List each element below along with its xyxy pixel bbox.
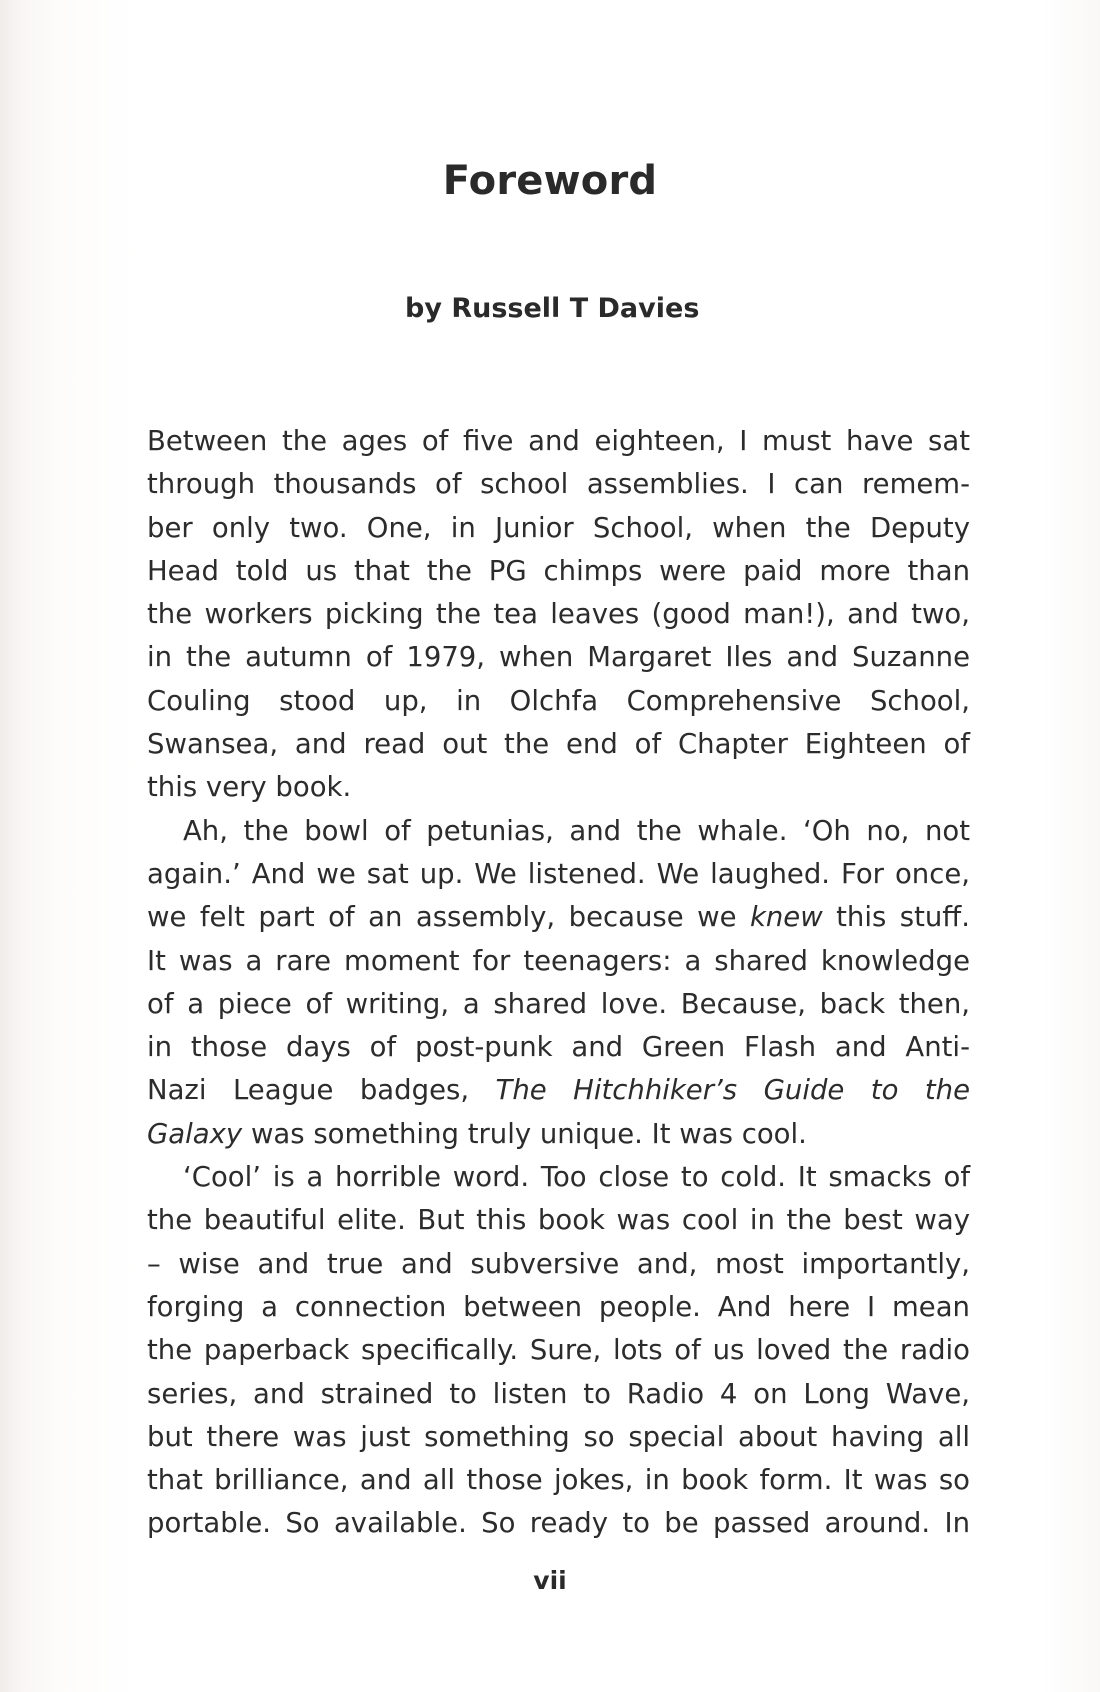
text-line — [147, 1113, 970, 1156]
text-run: this stuff. — [822, 901, 970, 934]
paragraph-3 — [147, 1156, 970, 1546]
text-line: Couling stood up, in Olchfa Comprehensive School, — [147, 684, 970, 717]
text-line: of a piece of writing, a shared love. Because, back then, — [147, 987, 970, 1020]
book-title-italic: The Hitchhiker’s Guide to the — [495, 1074, 971, 1107]
text-line: the beautiful elite. But this book was cool in the best way — [147, 1204, 970, 1237]
text-line — [147, 1069, 970, 1112]
text-line: the workers picking the tea leaves (good man!), and two, — [147, 598, 970, 631]
text-line: series, and strained to listen to Radio 4 on Long Wave, — [147, 1377, 970, 1410]
paragraph-1 — [147, 420, 970, 810]
page-number: vii — [533, 1566, 567, 1595]
book-title-italic: Galaxy — [147, 1117, 243, 1150]
text-line: Ah, the bowl of petunias, and the whale. ‘Oh no, not — [183, 814, 970, 847]
emphasis-text: knew — [749, 901, 823, 934]
text-line — [147, 896, 970, 939]
text-line: but there was just something so special about having all — [147, 1420, 970, 1453]
body-text — [147, 420, 970, 1546]
text-line: in those days of post-punk and Green Flash and Anti- — [147, 1031, 970, 1064]
text-line: – wise and true and subversive and, most importantly, — [147, 1247, 970, 1280]
text-line: through thousands of school assemblies. I can remem- — [147, 468, 970, 501]
text-line: portable. So available. So ready to be passed around. In — [147, 1507, 970, 1540]
text-line: that brilliance, and all those jokes, in book form. It was so — [147, 1464, 970, 1497]
text-line: Swansea, and read out the end of Chapter Eighteen of — [147, 728, 970, 761]
chapter-byline: by Russell T Davies — [405, 293, 700, 324]
text-line: ‘Cool’ is a horrible word. Too close to cold. It smacks of — [183, 1161, 970, 1194]
text-line: this very book. — [147, 771, 352, 804]
text-line: Between the ages of five and eighteen, I must have sat — [147, 425, 970, 457]
chapter-title: Foreword — [442, 158, 658, 204]
text-line: Head told us that the PG chimps were paid more than — [147, 554, 970, 587]
text-run: we felt part of an assembly, because we — [147, 901, 750, 934]
text-line: forging a connection between people. And here I mean — [147, 1290, 970, 1323]
text-line: again.’ And we sat up. We listened. We laughed. For once, — [147, 857, 970, 890]
text-line: ber only two. One, in Junior School, when the Deputy — [147, 511, 970, 544]
paragraph-2 — [147, 810, 970, 1156]
text-line: It was a rare moment for teenagers: a shared knowledge — [147, 944, 970, 977]
text-run: Nazi League badges, — [147, 1074, 496, 1107]
text-line: in the autumn of 1979, when Margaret Iles and Suzanne — [147, 641, 970, 674]
text-run: was something truly unique. It was cool. — [242, 1117, 807, 1150]
text-line: the paperback specifically. Sure, lots of us loved the radio — [147, 1334, 970, 1367]
